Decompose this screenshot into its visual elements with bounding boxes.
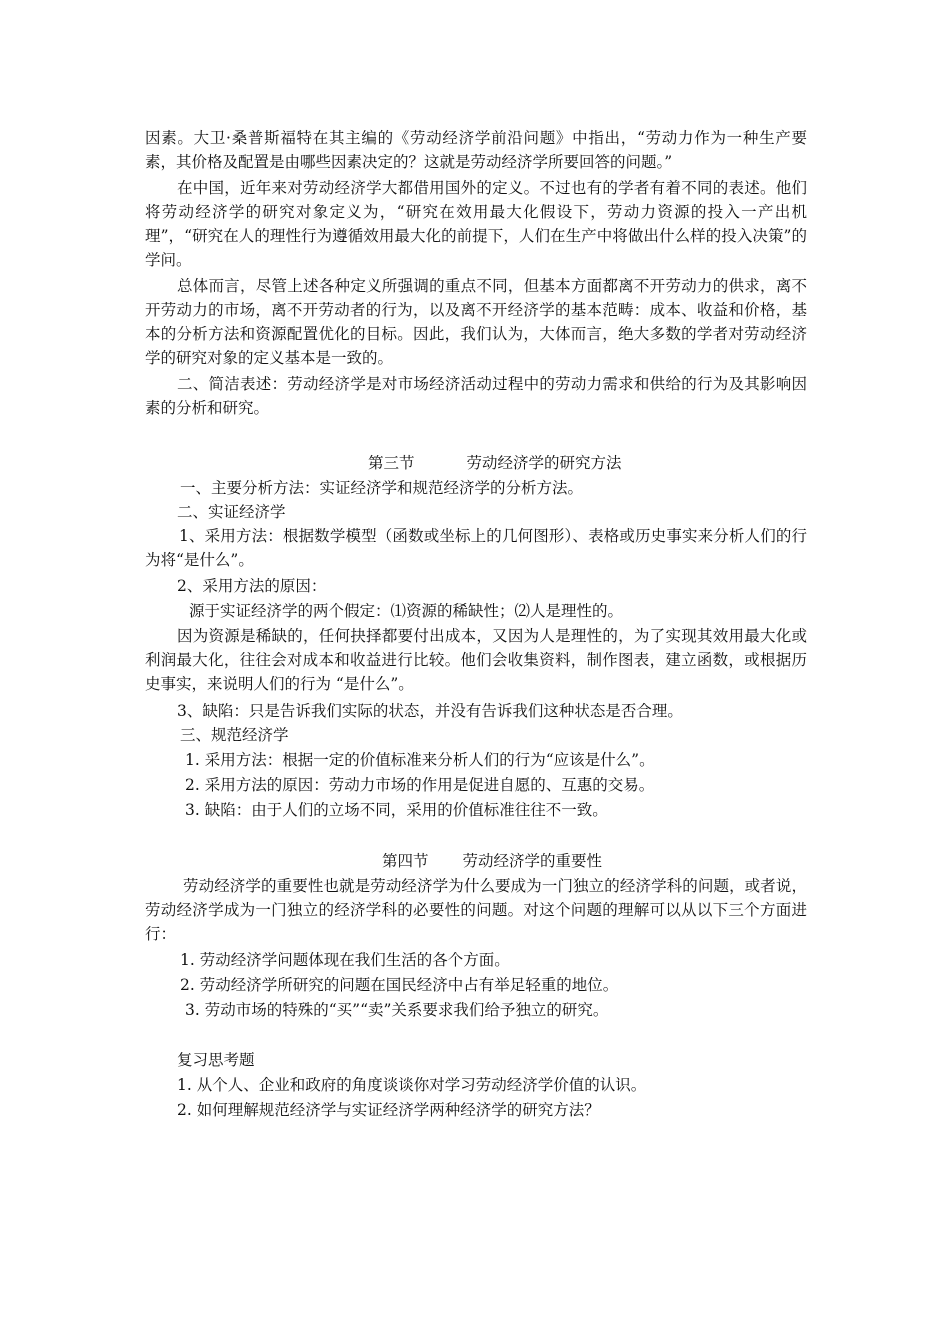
section4-heading — [382, 849, 602, 873]
section3-line-6: 因为资源是稀缺的，任何抉择都要付出成本，又因为人是理性的，为了实现其效用最大化或利润最大化，往往会对成本和收益进行比较。他们会收集资料，制作图表，建立函数，或根据历史事实，来说明人们的行为 “是什么”。 — [145, 627, 807, 693]
paragraph-definition-quote: 因素。大卫·桑普斯福特在其主编的《劳动经济学前沿问题》中指出，“劳动力作为一种生产要素，其价格及配置是由哪些因素决定的？这就是劳动经济学所要回答的问题。” — [145, 129, 807, 171]
section4-number: 第四节 — [382, 852, 429, 870]
section3-line-11: 3. 缺陷：由于人们的立场不同，采用的价值标准往往不一致。 — [185, 801, 608, 819]
paragraph-summary: 总体而言，尽管上述各种定义所强调的重点不同，但基本方面都离不开劳动力的供求，离不开劳动力的市场，离不开劳动者的行为，以及离不开经济学的基本范畴：成本、收益和价格，基本的分析方法和资源配置优化的目标。因此，我们认为，大体而言，绝大多数的学者对劳动经济学的研究对象的定义基本是一致的。 — [145, 277, 807, 367]
section3-line-10: 2. 采用方法的原因：劳动力市场的作用是促进自愿的、互惠的交易。 — [185, 776, 655, 794]
section3-line-3: 1、采用方法：根据数学模型（函数或坐标上的几何图形）、表格或历史事实来分析人们的行为将“是什么”。 — [145, 527, 807, 569]
section3-line-7: 3、缺陷：只是告诉我们实际的状态，并没有告诉我们这种状态是否合理。 — [177, 702, 683, 720]
section4-title: 劳动经济学的重要性 — [462, 852, 603, 870]
section4-intro: 劳动经济学的重要性也就是劳动经济学为什么要成为一门独立的经济学科的问题，或者说，劳动经济学成为一门独立的经济学科的必要性的问题。对这个问题的理解可以从以下三个方面进行： — [145, 877, 807, 943]
section3-heading — [368, 451, 622, 475]
section3-line-8: 三、规范经济学 — [180, 726, 289, 744]
section3-line-2: 二、实证经济学 — [177, 503, 286, 521]
paragraph-concise-statement: 二、简洁表述：劳动经济学是对市场经济活动过程中的劳动力需求和供给的行为及其影响因素的分析和研究。 — [145, 375, 807, 417]
section3-number: 第三节 — [368, 454, 415, 472]
section3-line-4: 2、采用方法的原因： — [177, 577, 327, 595]
review-question-2: 2. 如何理解规范经济学与实证经济学两种经济学的研究方法？ — [177, 1101, 600, 1119]
section4-item-2: 2. 劳动经济学所研究的问题在国民经济中占有举足轻重的地位。 — [180, 976, 619, 994]
section3-title: 劳动经济学的研究方法 — [466, 454, 622, 472]
section3-line-9: 1. 采用方法：根据一定的价值标准来分析人们的行为“应该是什么”。 — [185, 751, 655, 769]
section3-line-1: 一、主要分析方法：实证经济学和规范经济学的分析方法。 — [180, 479, 584, 497]
section4-item-1: 1. 劳动经济学问题体现在我们生活的各个方面。 — [180, 951, 510, 969]
review-question-1: 1. 从个人、企业和政府的角度谈谈你对学习劳动经济学价值的认识。 — [177, 1076, 647, 1094]
review-title: 复习思考题 — [177, 1051, 255, 1069]
section3-line-5: 源于实证经济学的两个假定：⑴资源的稀缺性；⑵人是理性的。 — [189, 602, 624, 620]
section4-item-3: 3. 劳动市场的特殊的“买”“卖”关系要求我们给予独立的研究。 — [185, 1001, 609, 1019]
paragraph-china-definition: 在中国，近年来对劳动经济学大都借用国外的定义。不过也有的学者有着不同的表述。他们将劳动经济学的研究对象定义为，“研究在效用最大化假设下，劳动力资源的投入一产出机理”，“研究在人的理性行为遵循效用最大化的前提下，人们在生产中将做出什么样的投入决策”的学问。 — [145, 179, 807, 269]
